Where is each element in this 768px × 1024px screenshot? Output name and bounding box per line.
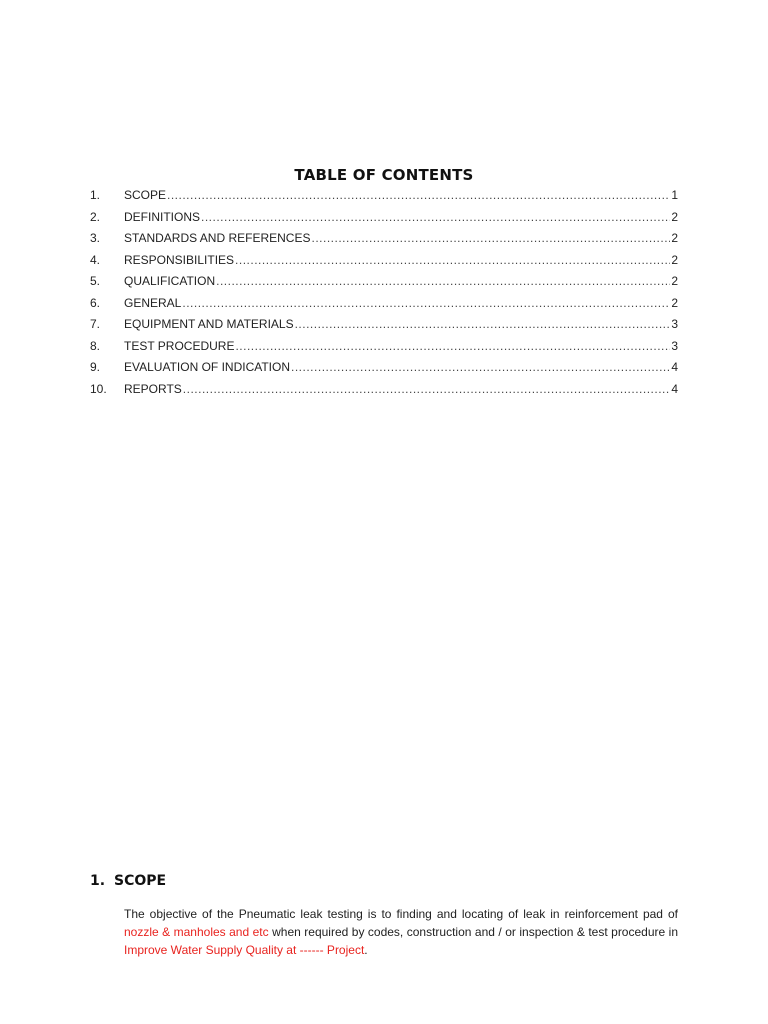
toc-dot-leader — [291, 360, 670, 374]
scope-text-part-1: The objective of the Pneumatic leak testing is to finding and locating of leak in reinforcement pad of — [124, 907, 678, 921]
toc-entry-page: 2 — [671, 252, 678, 267]
toc-entry-number: 7. — [90, 317, 101, 331]
toc-entry-page: 3 — [671, 317, 678, 331]
toc-entry-page: 2 — [671, 209, 678, 224]
table-of-contents — [90, 188, 678, 403]
toc-entry-label: EQUIPMENT AND MATERIALS — [124, 317, 294, 331]
section-number: 1. — [90, 873, 106, 889]
toc-entry-label: RESPONSIBILITIES — [124, 252, 235, 267]
toc-entry-definitions[interactable] — [90, 210, 678, 232]
toc-entry-label: GENERAL — [124, 295, 182, 310]
toc-entry-number: 1. — [90, 188, 101, 202]
toc-dot-leader — [183, 382, 671, 396]
toc-entry-evaluation-of-indication[interactable] — [90, 360, 678, 382]
toc-entry-label: TEST PROCEDURE — [124, 338, 235, 353]
scope-highlight-project-name: Improve Water Supply Quality at ------ Project — [124, 943, 365, 957]
toc-entry-number: 4. — [90, 252, 101, 267]
scope-text-part-3: . — [364, 943, 368, 957]
toc-entry-qualification[interactable] — [90, 274, 678, 296]
toc-dot-leader — [182, 296, 670, 310]
scope-highlight-nozzle-manholes: nozzle & manholes and etc — [124, 925, 269, 939]
toc-entry-label: REPORTS — [124, 381, 182, 396]
toc-entry-scope[interactable] — [90, 188, 678, 210]
toc-entry-label: STANDARDS AND REFERENCES — [124, 231, 311, 245]
toc-entry-page: 1 — [671, 188, 678, 202]
toc-entry-equipment-and-materials[interactable] — [90, 317, 678, 339]
toc-dot-leader — [167, 188, 670, 202]
toc-entry-test-procedure[interactable] — [90, 339, 678, 361]
scope-text-part-2: when required by codes, construction and / or inspection & test procedure in — [268, 925, 678, 939]
toc-entry-label: DEFINITIONS — [124, 209, 201, 224]
toc-dot-leader — [311, 231, 670, 245]
toc-entry-number: 9. — [90, 360, 101, 374]
toc-dot-leader — [235, 253, 670, 267]
toc-entry-number: 8. — [90, 338, 101, 353]
toc-entry-number: 10. — [90, 381, 107, 396]
toc-entry-number: 6. — [90, 295, 101, 310]
toc-entry-page: 2 — [671, 295, 678, 310]
toc-dot-leader — [235, 339, 670, 353]
toc-entry-page: 3 — [671, 338, 678, 353]
toc-entry-page: 2 — [671, 231, 678, 245]
toc-entry-responsibilities[interactable] — [90, 253, 678, 275]
toc-dot-leader — [201, 210, 670, 224]
toc-entry-standards-and-references[interactable] — [90, 231, 678, 253]
toc-entry-page: 4 — [671, 360, 678, 374]
toc-entry-general[interactable] — [90, 296, 678, 318]
toc-entry-number: 2. — [90, 209, 101, 224]
toc-dot-leader — [295, 317, 671, 331]
toc-entry-number: 3. — [90, 231, 101, 245]
toc-title: TABLE OF CONTENTS — [294, 166, 474, 184]
toc-entry-label: EVALUATION OF INDICATION — [124, 360, 291, 374]
section-title: SCOPE — [114, 873, 167, 889]
toc-entry-page: 2 — [671, 274, 678, 288]
toc-entry-number: 5. — [90, 274, 101, 288]
toc-entry-reports[interactable] — [90, 382, 678, 404]
scope-paragraph — [124, 905, 678, 959]
toc-entry-label: SCOPE — [124, 188, 167, 202]
toc-dot-leader — [216, 274, 670, 288]
toc-entry-label: QUALIFICATION — [124, 274, 216, 288]
toc-entry-page: 4 — [671, 381, 678, 396]
section-heading-scope — [90, 873, 166, 889]
